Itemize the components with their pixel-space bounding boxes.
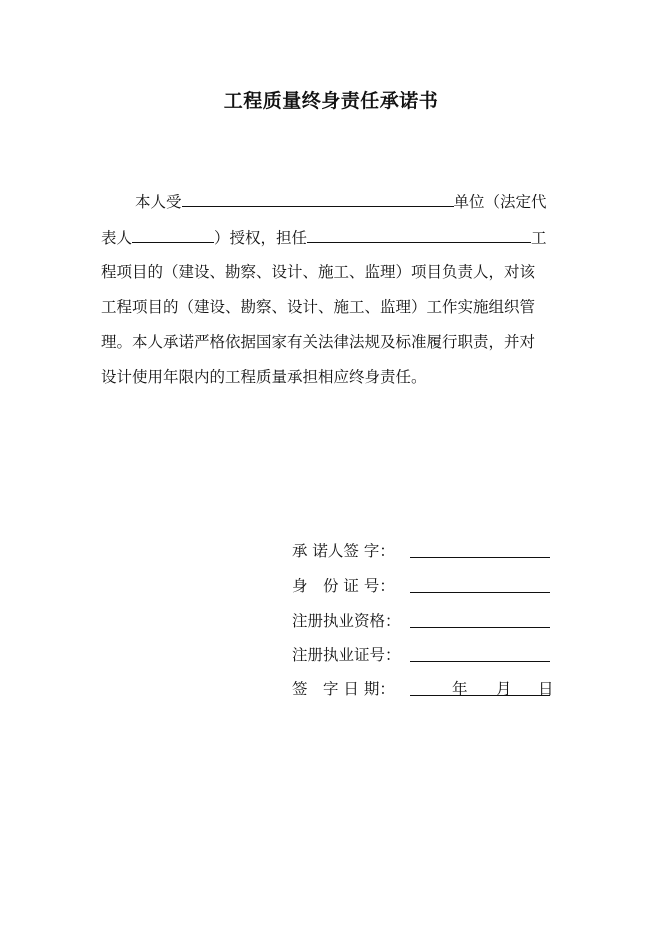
registered-qualification-row	[292, 611, 408, 631]
paragraph-line-6: 设计使用年限内的工程质量承担相应终身责任。	[101, 368, 427, 386]
signer-signature-label: 承 诺人签 字：	[292, 542, 395, 560]
registration-cert-field[interactable]	[410, 645, 550, 662]
sign-date-label: 签 字 日 期：	[292, 680, 395, 698]
id-number-row	[292, 576, 408, 596]
legal-rep-prefix-text: 表人	[101, 229, 133, 247]
registered-qualification-label: 注册执业资格：	[292, 612, 401, 630]
month-label: 月	[496, 680, 512, 698]
registration-cert-row	[292, 645, 408, 665]
legal-representative-blank[interactable]	[132, 227, 214, 243]
sign-date-row	[292, 679, 554, 699]
principal-prefix-text: 本人受	[135, 193, 182, 211]
project-suffix-text: 工	[531, 229, 547, 247]
year-label: 年	[452, 680, 468, 698]
registered-qualification-field[interactable]	[410, 611, 550, 628]
signer-signature-field[interactable]	[410, 541, 550, 558]
project-name-blank[interactable]	[307, 227, 531, 243]
sign-date-field[interactable]	[410, 679, 554, 698]
registration-cert-label: 注册执业证号：	[292, 646, 401, 664]
authorization-text: ）授权，担任	[214, 229, 308, 247]
paragraph-line-1	[135, 191, 547, 212]
page-title: 工程质量终身责任承诺书	[223, 90, 439, 112]
id-number-label: 身 份 证 号：	[292, 577, 395, 595]
paragraph-line-3: 程项目的（建设、勘察、设计、施工、监理）项目负责人，对该	[101, 263, 536, 281]
day-label: 日	[538, 680, 554, 698]
signer-signature-row	[292, 541, 408, 561]
unit-suffix-text: 单位（法定代	[453, 193, 547, 211]
id-number-field[interactable]	[410, 576, 550, 593]
paragraph-line-2	[101, 227, 547, 248]
entrusting-unit-blank[interactable]	[182, 191, 454, 207]
paragraph-line-4: 工程项目的（建设、勘察、设计、施工、监理）工作实施组织管	[101, 298, 536, 316]
paragraph-line-5: 理。本人承诺严格依据国家有关法律法规及标准履行职责，并对	[101, 333, 536, 351]
